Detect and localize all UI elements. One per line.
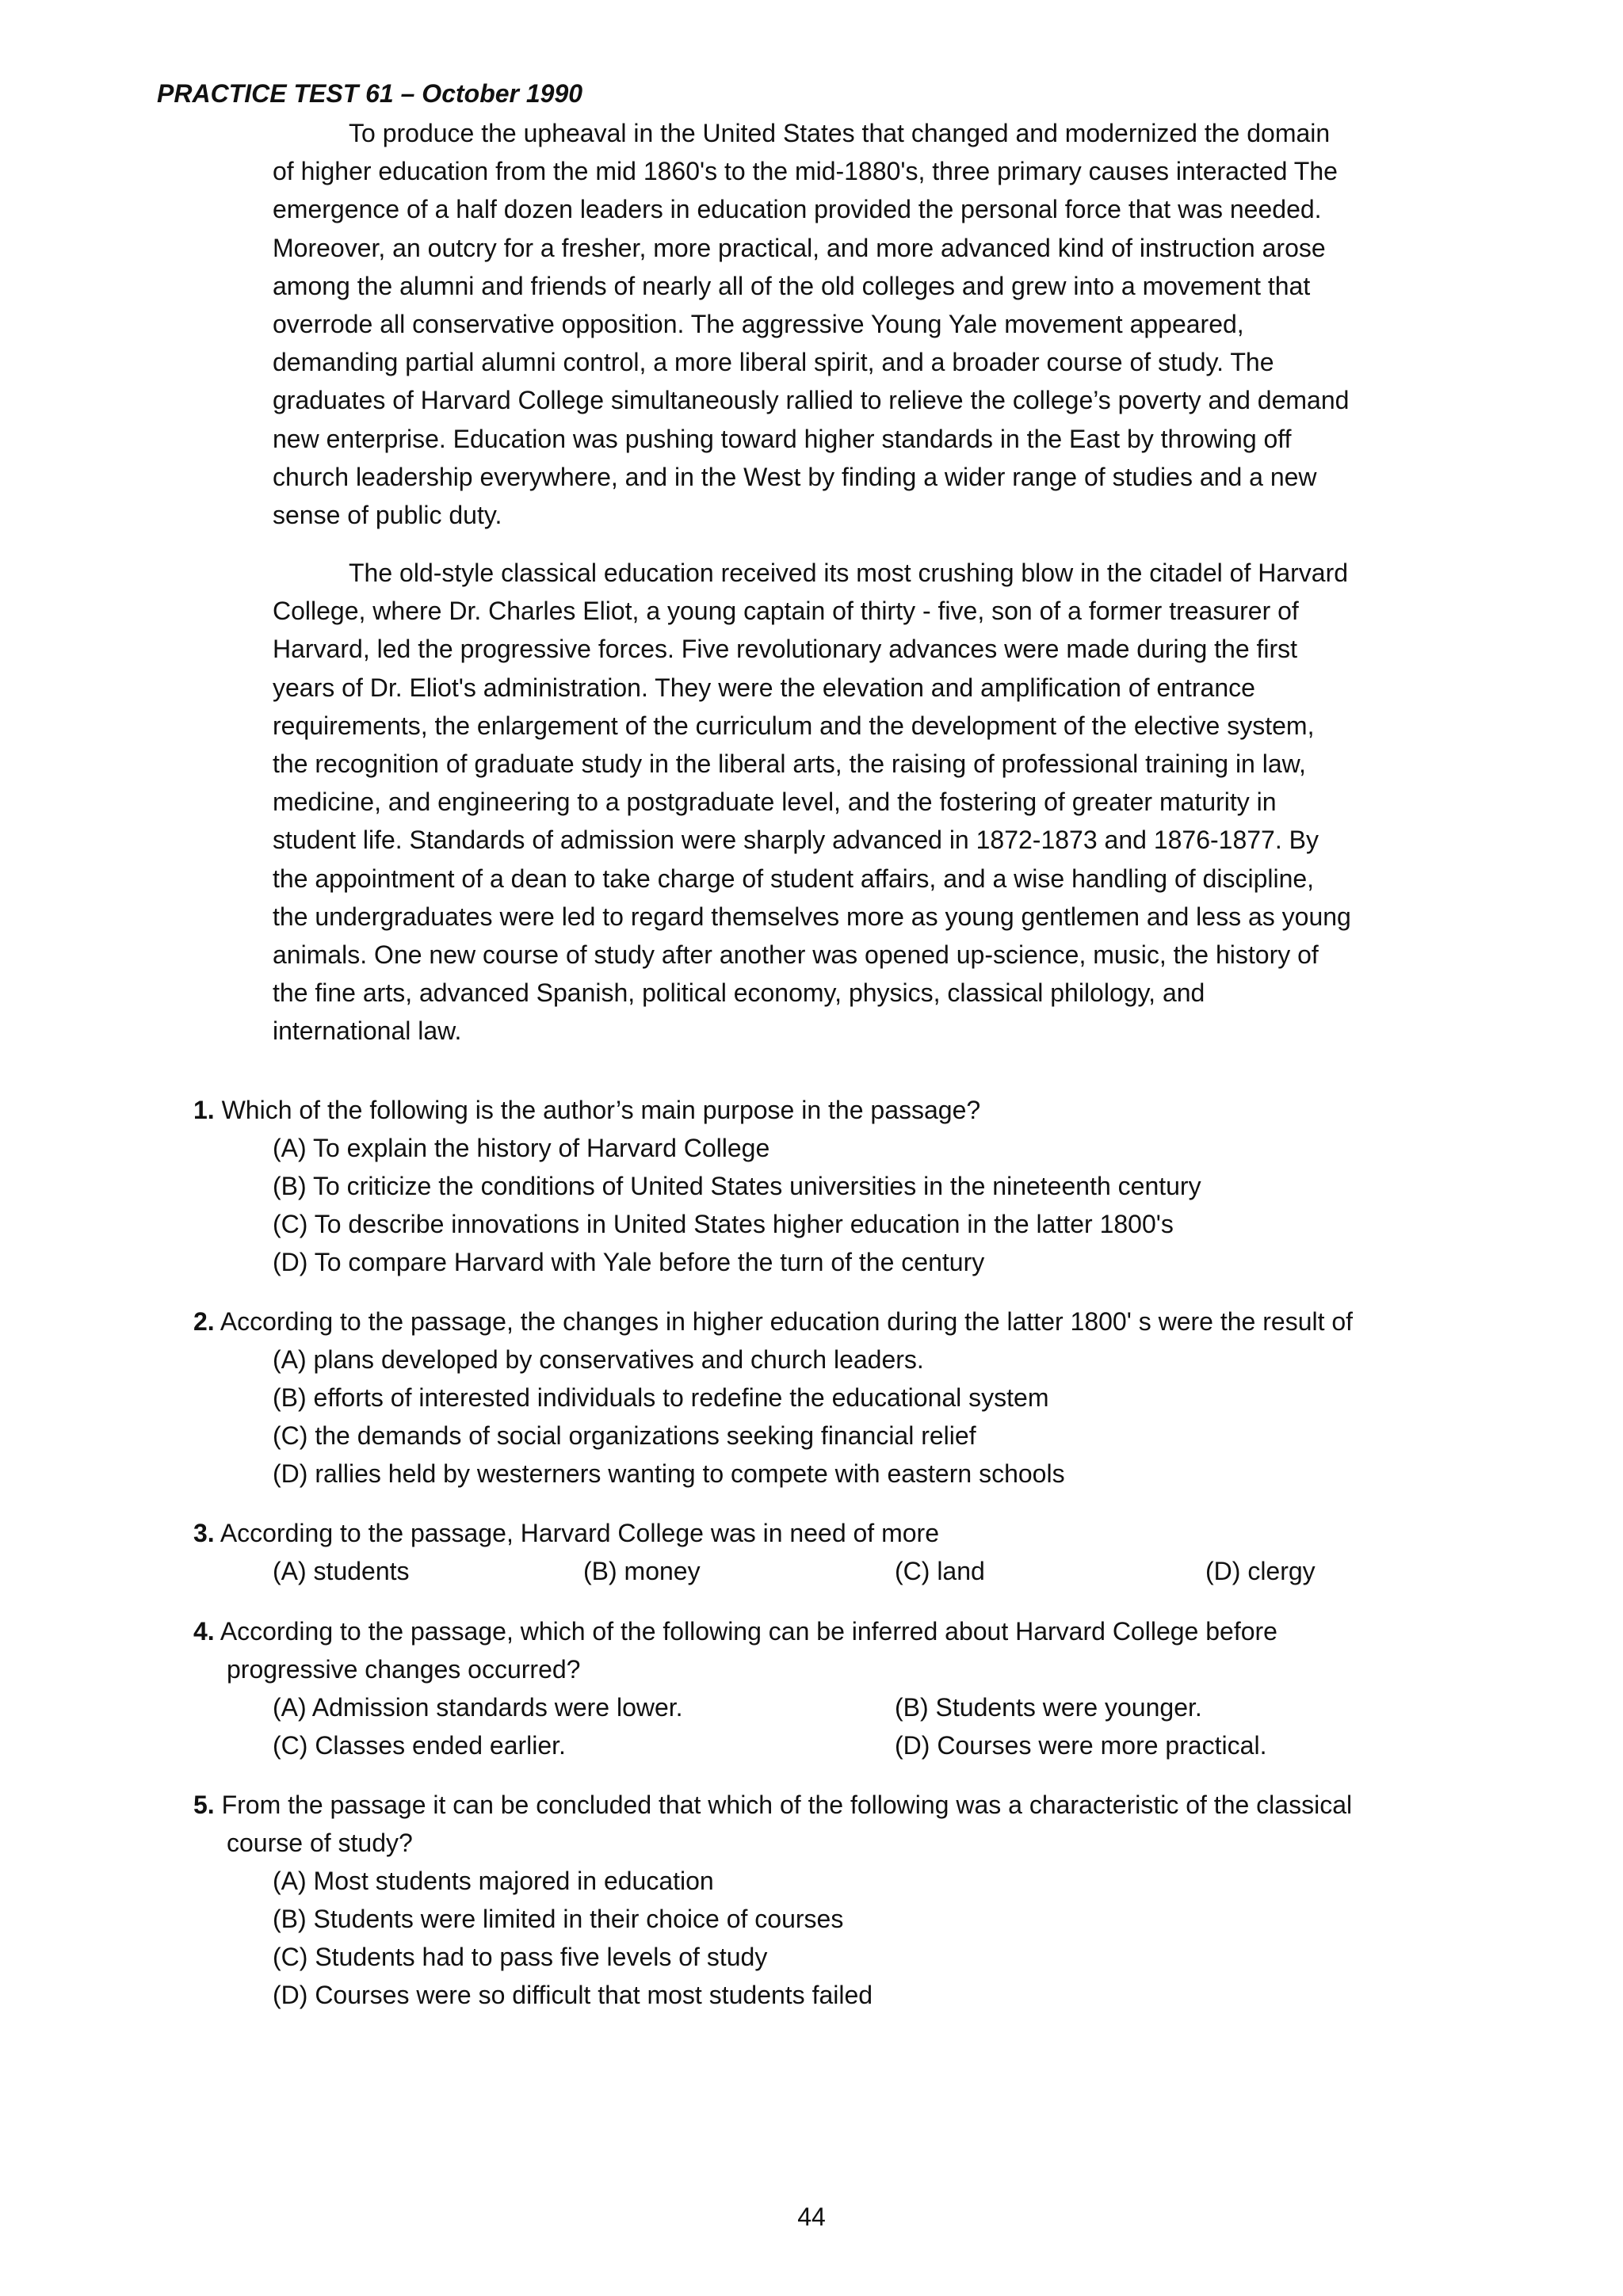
question-number: 1. bbox=[193, 1096, 215, 1124]
question-number: 5. bbox=[193, 1791, 215, 1819]
answer-option-c[interactable]: (C) land bbox=[895, 1557, 985, 1585]
passage-line: of higher education from the mid 1860's to the mid-1880's, three primary causes interacted The bbox=[273, 157, 1338, 186]
passage-line: The old-style classical education received its most crushing blow in the citadel of Harvard bbox=[349, 559, 1349, 587]
question-stem bbox=[193, 1514, 1461, 1552]
answer-option-a[interactable]: (A) plans developed by conservatives and church leaders. bbox=[273, 1345, 924, 1374]
passage-line: the appointment of a dean to take charge of student affairs, and a wise handling of discipline, bbox=[273, 864, 1315, 893]
passage-paragraph-1 bbox=[273, 114, 1461, 534]
passage-line: emergence of a half dozen leaders in education provided the personal force that was needed. bbox=[273, 195, 1322, 224]
answer-option-d[interactable]: (D) rallies held by westerners wanting to compete with eastern schools bbox=[273, 1459, 1065, 1488]
passage-line: graduates of Harvard College simultaneously rallied to relieve the college’s poverty and demand bbox=[273, 386, 1350, 415]
question-text: According to the passage, Harvard College was in need of more bbox=[214, 1519, 939, 1547]
passage-line: sense of public duty. bbox=[273, 500, 502, 529]
answer-option-b[interactable]: (B) Students were limited in their choice of courses bbox=[273, 1905, 844, 1933]
answer-options-row bbox=[193, 1552, 1461, 1590]
page-number: 44 bbox=[797, 2203, 826, 2231]
answer-option-d[interactable]: (D) Courses were more practical. bbox=[895, 1731, 1267, 1760]
question-stem bbox=[193, 1302, 1461, 1341]
answer-options-row bbox=[193, 1688, 1461, 1726]
passage-line: the recognition of graduate study in the liberal arts, the raising of professional training in law, bbox=[273, 749, 1306, 778]
question-number: 4. bbox=[193, 1617, 215, 1646]
question-text: According to the passage, which of the following can be inferred about Harvard College before bbox=[214, 1617, 1277, 1646]
question-text-continued: course of study? bbox=[227, 1829, 413, 1857]
answer-option-c[interactable]: (C) Classes ended earlier. bbox=[273, 1731, 566, 1760]
question-stem bbox=[193, 1091, 1461, 1129]
question-text: From the passage it can be concluded that which of the following was a characteristic of the classical bbox=[214, 1791, 1353, 1819]
test-title: PRACTICE TEST 61 – October 1990 bbox=[157, 79, 583, 108]
question-number: 3. bbox=[193, 1519, 215, 1547]
passage-paragraph-2 bbox=[273, 554, 1461, 1050]
answer-option-a[interactable]: (A) Most students majored in education bbox=[273, 1867, 714, 1895]
answer-option-a[interactable]: (A) To explain the history of Harvard College bbox=[273, 1134, 770, 1162]
question-4 bbox=[193, 1612, 1461, 1764]
question-text-continued: progressive changes occurred? bbox=[227, 1655, 581, 1684]
passage-line: church leadership everywhere, and in the West by finding a wider range of studies and a new bbox=[273, 462, 1317, 491]
question-stem bbox=[193, 1612, 1461, 1650]
answer-option-d[interactable]: (D) To compare Harvard with Yale before the turn of the century bbox=[273, 1248, 985, 1276]
answer-option-c[interactable]: (C) Students had to pass five levels of study bbox=[273, 1943, 768, 1971]
answer-option-c[interactable]: (C) the demands of social organizations seeking financial relief bbox=[273, 1421, 976, 1450]
question-1 bbox=[193, 1091, 1461, 1281]
passage-line: years of Dr. Eliot's administration. They were the elevation and amplification of entrance bbox=[273, 673, 1255, 702]
passage-line: College, where Dr. Charles Eliot, a young captain of thirty - five, son of a former treasurer of bbox=[273, 597, 1299, 626]
passage-line: international law. bbox=[273, 1016, 462, 1046]
answer-option-b[interactable]: (B) To criticize the conditions of United States universities in the nineteenth century bbox=[273, 1172, 1201, 1200]
answer-option-a[interactable]: (A) Admission standards were lower. bbox=[273, 1693, 683, 1722]
question-2 bbox=[193, 1302, 1461, 1493]
passage-line: student life. Standards of admission were sharply advanced in 1872-1873 and 1876-1877. By bbox=[273, 826, 1319, 855]
answer-option-c[interactable]: (C) To describe innovations in United States higher education in the latter 1800's bbox=[273, 1210, 1174, 1238]
question-stem bbox=[193, 1786, 1461, 1824]
passage-line: the fine arts, advanced Spanish, political economy, physics, classical philology, and bbox=[273, 978, 1205, 1008]
question-3 bbox=[193, 1514, 1461, 1590]
passage-line: Moreover, an outcry for a fresher, more practical, and more advanced kind of instruction arose bbox=[273, 233, 1326, 262]
answer-options-row bbox=[193, 1726, 1461, 1764]
passage-line: demanding partial alumni control, a more liberal spirit, and a broader course of study. The bbox=[273, 348, 1274, 377]
answer-option-b[interactable]: (B) money bbox=[583, 1557, 701, 1585]
passage-line: new enterprise. Education was pushing toward higher standards in the East by throwing off bbox=[273, 424, 1292, 453]
question-text: According to the passage, the changes in higher education during the latter 1800' s were the result of bbox=[214, 1307, 1354, 1336]
answer-option-d[interactable]: (D) Courses were so difficult that most students failed bbox=[273, 1981, 873, 2009]
passage-line: To produce the upheaval in the United States that changed and modernized the domain bbox=[349, 119, 1331, 147]
passage-line: among the alumni and friends of nearly all of the old colleges and grew into a movement that bbox=[273, 271, 1311, 300]
passage-line: the undergraduates were led to regard themselves more as young gentlemen and less as young bbox=[273, 902, 1351, 931]
passage-line: Harvard, led the progressive forces. Five revolutionary advances were made during the first bbox=[273, 635, 1298, 664]
passage-line: animals. One new course of study after another was opened up-science, music, the history of bbox=[273, 940, 1319, 969]
answer-option-d[interactable]: (D) clergy bbox=[1205, 1557, 1316, 1585]
answer-option-b[interactable]: (B) efforts of interested individuals to redefine the educational system bbox=[273, 1383, 1049, 1412]
answer-option-b[interactable]: (B) Students were younger. bbox=[895, 1693, 1202, 1722]
question-5 bbox=[193, 1786, 1461, 2014]
passage-line: requirements, the enlargement of the curriculum and the development of the elective system, bbox=[273, 711, 1315, 740]
question-number: 2. bbox=[193, 1307, 215, 1336]
answer-option-a[interactable]: (A) students bbox=[273, 1557, 410, 1585]
passage-line: medicine, and engineering to a postgraduate level, and the fostering of greater maturity in bbox=[273, 788, 1277, 817]
passage-line: overrode all conservative opposition. The aggressive Young Yale movement appeared, bbox=[273, 309, 1244, 338]
question-text: Which of the following is the author’s main purpose in the passage? bbox=[214, 1096, 981, 1124]
